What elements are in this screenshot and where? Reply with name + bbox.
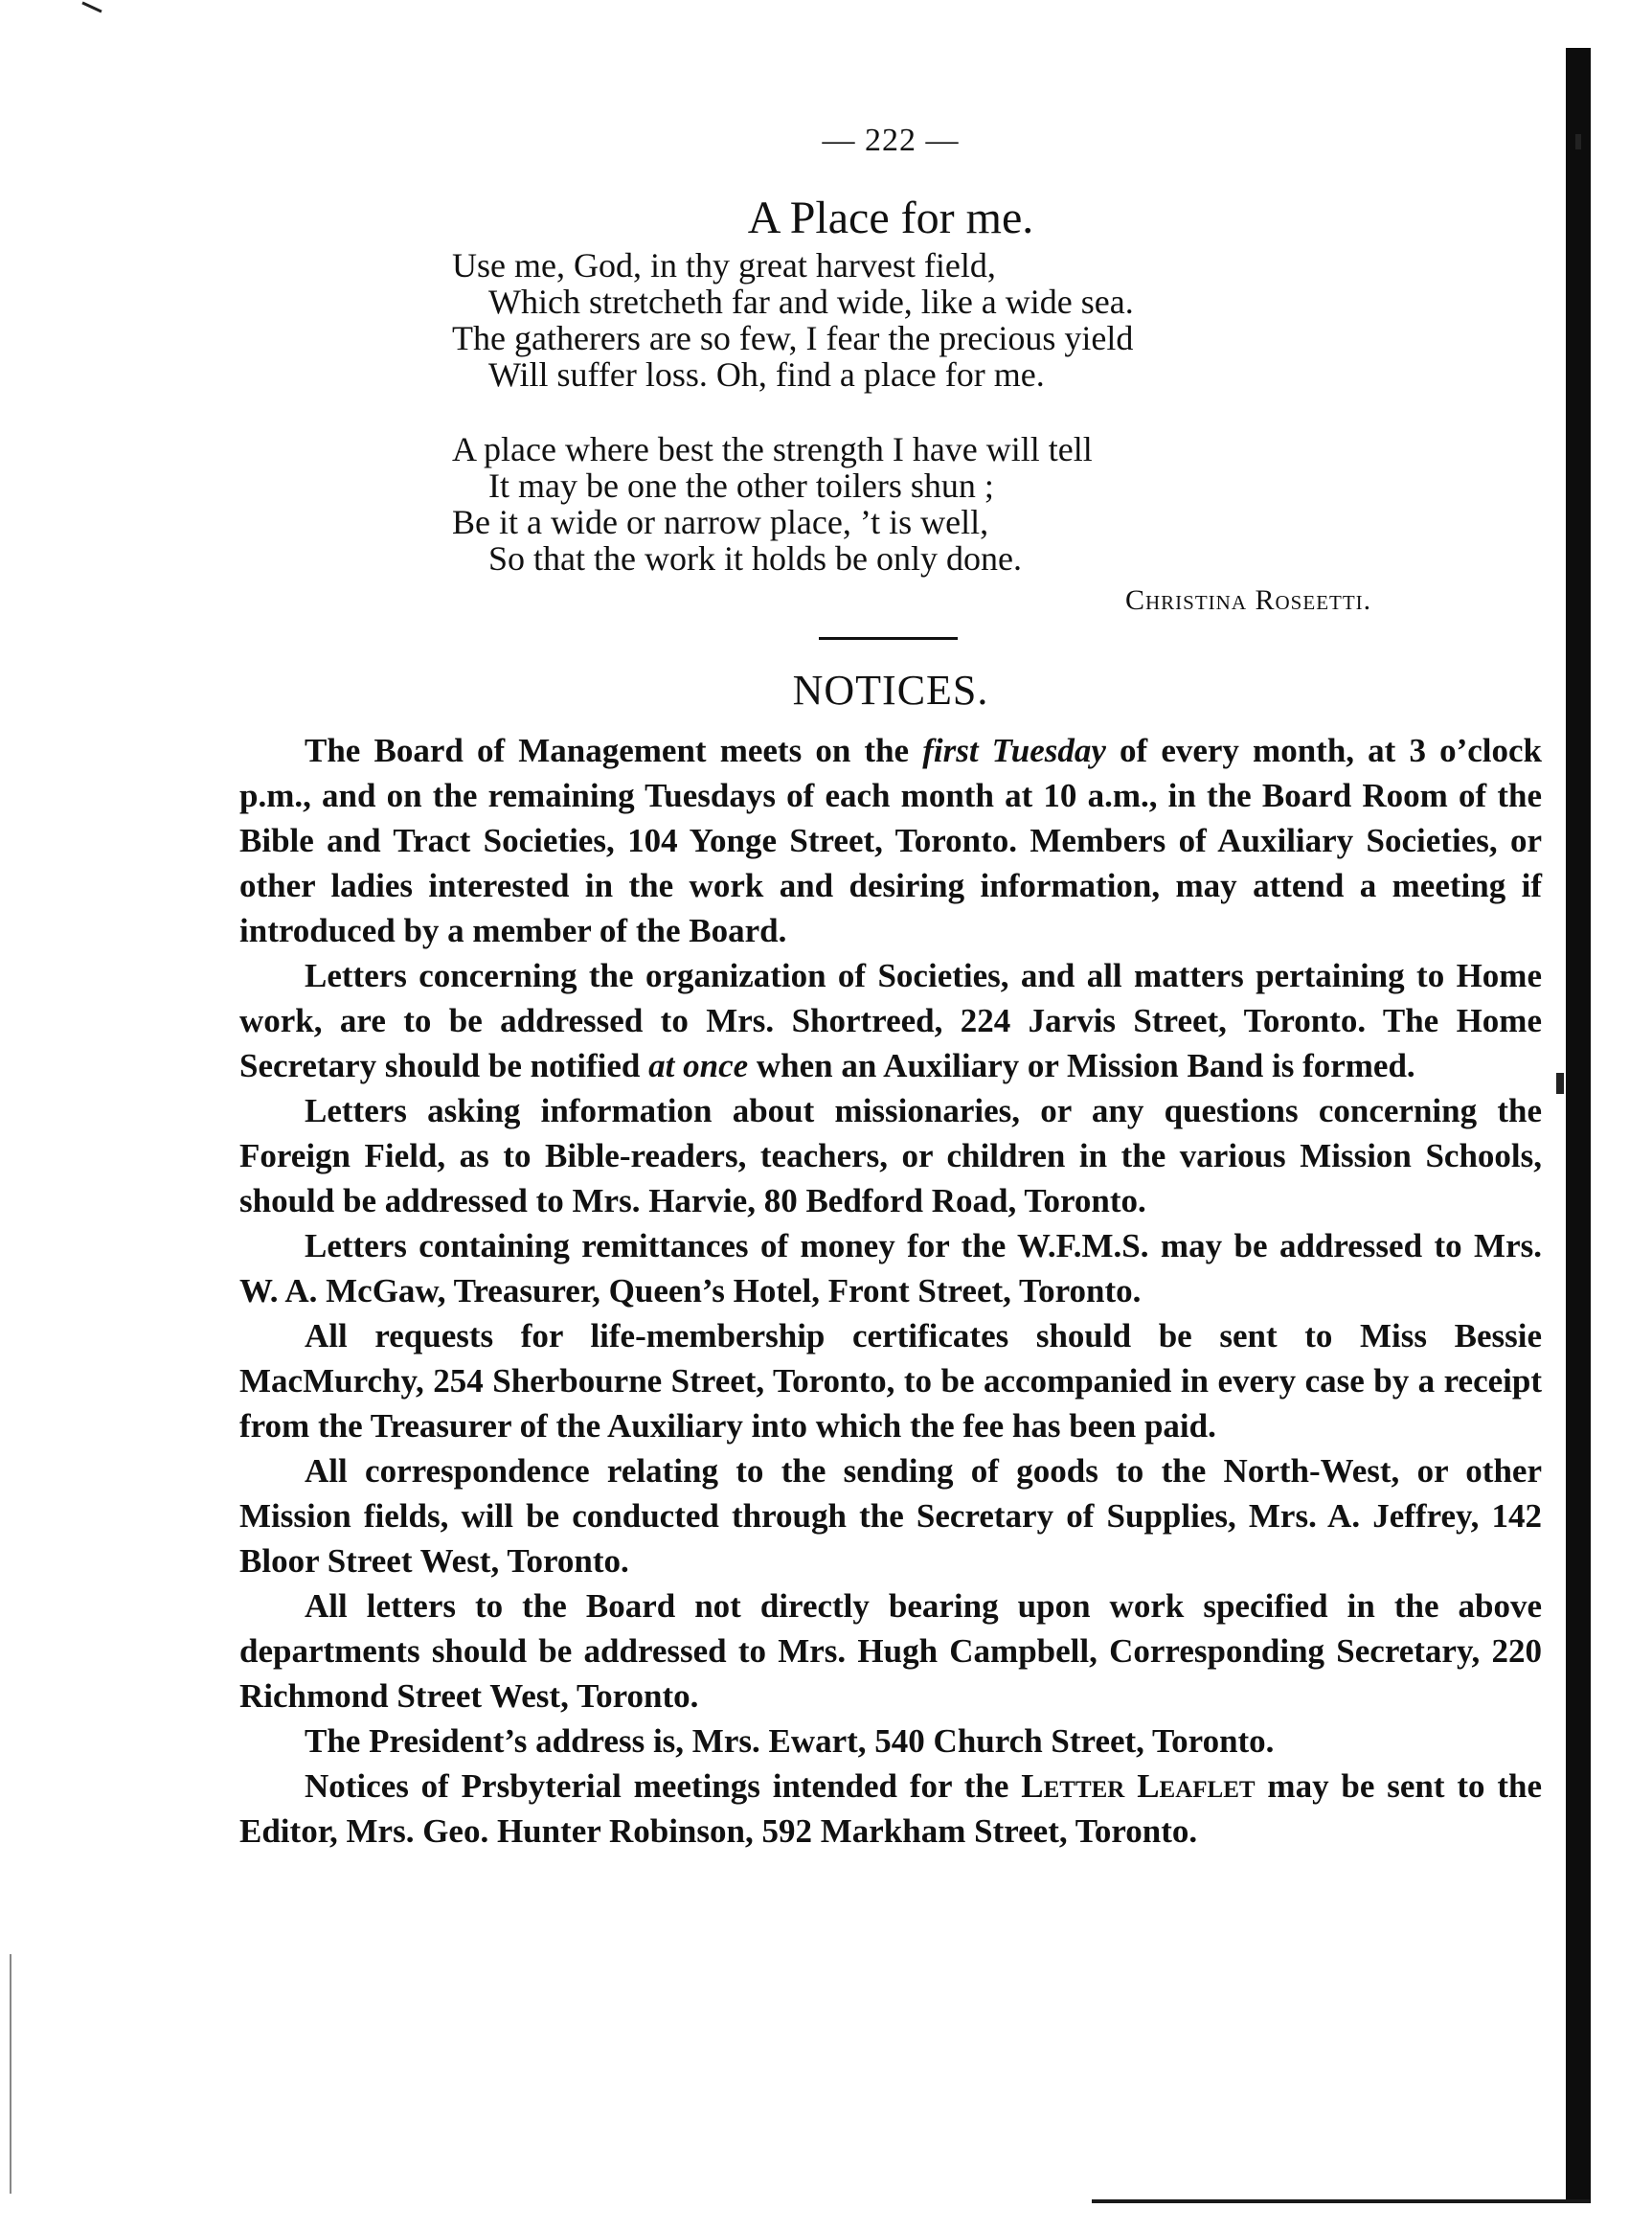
poem-line: Which stretcheth far and wide, like a wide sea.: [488, 283, 1134, 321]
notice-paragraph: [239, 728, 1542, 953]
stanza-break: [452, 393, 1505, 431]
poem-line: The gatherers are so few, I fear the precious yield: [452, 319, 1134, 357]
scan-speck: [81, 1, 102, 12]
notices-body: [239, 728, 1542, 1854]
poem-line: It may be one the other toilers shun ;: [488, 467, 994, 505]
notices-heading: NOTICES.: [792, 667, 989, 714]
notice-text: of every month, at 3 o’clock p.m., and on the remaining Tuesdays of each month at 10 a.m., in the Board Room of the Bible and Tract Societies, 104 Yonge Street, Toronto. Members of Auxiliary Societies, or other ladies interested in the work and desiring information, may attend a meeting if introduced by a member of the Board.: [239, 732, 1542, 949]
notice-paragraph: All letters to the Board not directly bearing upon work specified in the above departments should be addressed to Mrs. Hugh Campbell, Corresponding Secretary, 220 Richmond Street West, Toronto.: [239, 1587, 1542, 1715]
scan-speck: [10, 1954, 11, 2194]
notice-text: Notices of Prsbyterial meetings intended for the: [305, 1767, 1022, 1805]
poem-title: A Place for me.: [747, 193, 1034, 243]
binding-shadow: [1566, 48, 1591, 2203]
publication-name: Letter Leaflet: [1021, 1767, 1256, 1805]
notice-paragraph: Letters asking information about missionaries, or any questions concerning the Foreign Field, as to Bible-readers, teachers, or children in the various Mission Schools, should be addressed to Mrs. Harvie, 80 Bedford Road, Toronto.: [239, 1092, 1542, 1219]
notice-paragraph: [239, 953, 1542, 1088]
notice-paragraph: All requests for life-membership certificates should be sent to Miss Bessie MacMurchy, 254 Sherbourne Street, Toronto, to be accompanied in every case by a receipt from the Treasurer of the Auxiliary into which the fee has been paid.: [239, 1317, 1542, 1445]
notice-text: Letters concerning the organization of Societies, and all matters pertaining to Home work, are to be addressed to Mrs. Shortreed, 224 Jarvis Street, Toronto. The Home Secretary should be notified: [239, 957, 1542, 1084]
poem-line: Be it a wide or narrow place, ’t is well,: [452, 503, 989, 541]
poem-author: Christina Roseetti.: [1125, 584, 1372, 616]
notice-emphasis: first Tuesday: [922, 732, 1106, 769]
page-number: — 222 —: [822, 123, 960, 158]
section-divider: [819, 637, 958, 640]
notice-paragraph: Letters containing remittances of money for the W.F.M.S. may be addressed to Mrs. W. A. McGaw, Treasurer, Queen’s Hotel, Front Street, Toronto.: [239, 1227, 1542, 1309]
notice-paragraph: All correspondence relating to the sending of goods to the North-West, or other Mission fields, will be conducted through the Secretary of Supplies, Mrs. A. Jeffrey, 142 Bloor Street West, Toronto.: [239, 1452, 1542, 1580]
poem-line: Use me, God, in thy great harvest field,: [452, 246, 996, 285]
notice-text: may be sent to the Editor, Mrs. Geo. Hunter Robinson, 592 Markham Street, Toronto.: [239, 1767, 1543, 1850]
poem-line: Will suffer loss. Oh, find a place for me.: [488, 355, 1045, 394]
poem-line: So that the work it holds be only done.: [488, 539, 1022, 578]
scan-speck: [1556, 1073, 1564, 1094]
poem-body: [452, 247, 1505, 577]
notice-paragraph: The President’s address is, Mrs. Ewart, 540 Church Street, Toronto.: [305, 1722, 1275, 1760]
bottom-edge-line: [1092, 2199, 1590, 2203]
notice-paragraph: [239, 1764, 1542, 1854]
notice-emphasis: at once: [648, 1047, 749, 1084]
poem-line: A place where best the strength I have will tell: [452, 430, 1093, 468]
notice-text: The Board of Management meets on the: [305, 732, 923, 769]
notice-text: when an Auxiliary or Mission Band is formed.: [748, 1047, 1415, 1084]
